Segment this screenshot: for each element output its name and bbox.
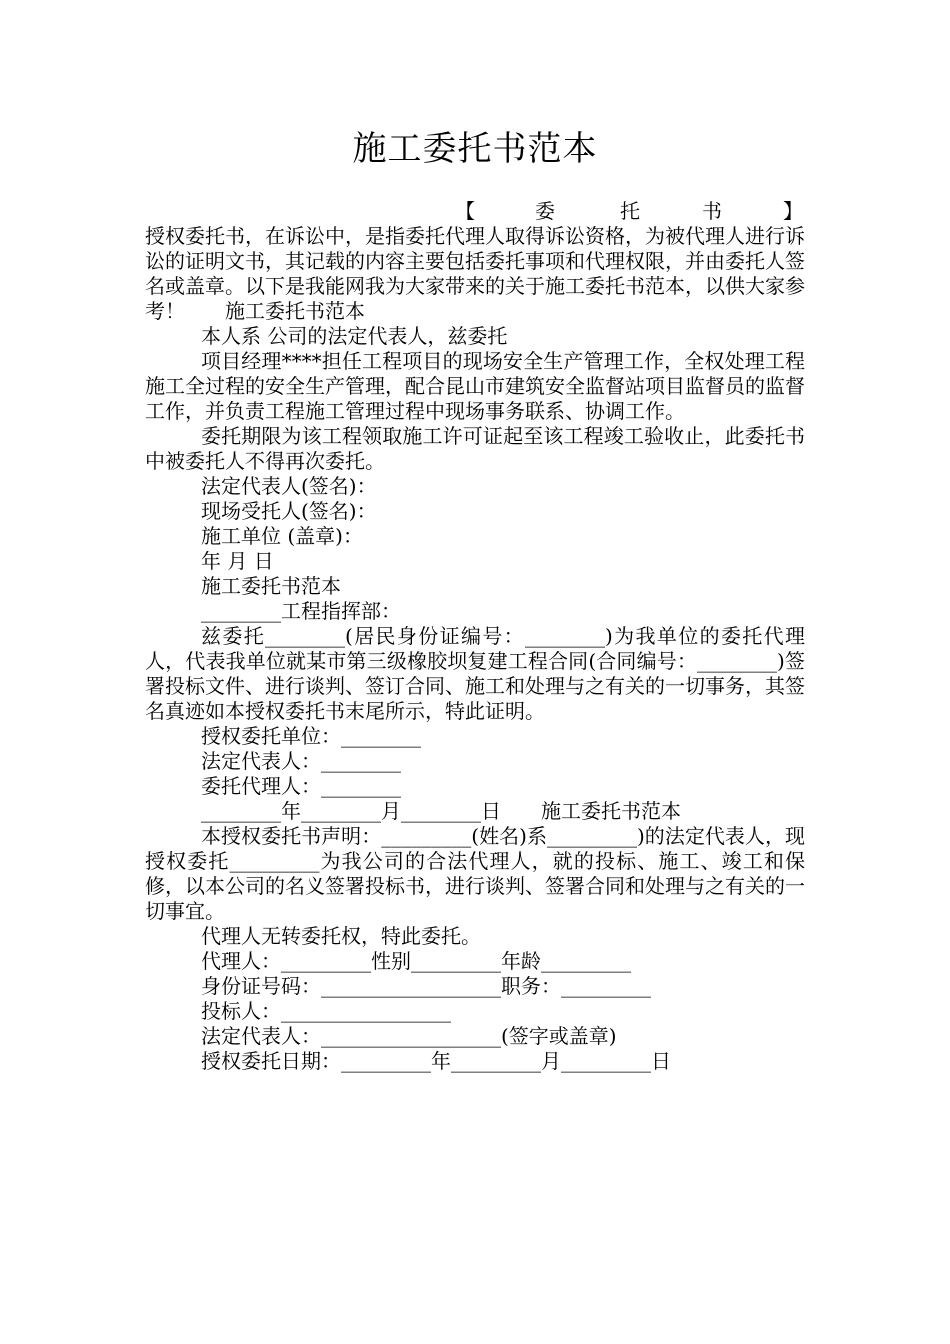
line-project-headquarters: ________工程指挥部： bbox=[201, 599, 401, 623]
heading-char-2: 托 bbox=[620, 199, 640, 223]
line-legal-representative: 法定代表人：________ bbox=[201, 749, 401, 773]
line-legal-rep-signature: 法定代表人(签名)： bbox=[201, 474, 377, 498]
line-sample-title-2: 施工委托书范本 bbox=[201, 574, 341, 598]
document-title: 施工委托书范本 bbox=[352, 129, 598, 169]
paragraph-term: 委托期限为该工程领取施工许可证起至该工程竣工验收止，此委托书中被委托人不得再次委托。 bbox=[145, 424, 805, 473]
paragraph-declaration: 本授权委托书声明：_________(姓名)系_________)的法定代表人，现授权委托_________为我公司的合法代理人，就的投标、施工、竣工和保修，以本公司的名义签署投标书，进行谈判、签署合同和处理与之有关的一切事宜。 bbox=[145, 824, 805, 923]
paragraph-legal-rep: 本人系 公司的法定代表人，兹委托 bbox=[201, 324, 508, 348]
line-site-trustee-signature: 现场受托人(签名)： bbox=[201, 499, 377, 523]
paragraph-project-manager: 项目经理****担任工程项目的现场安全生产管理工作，全权处理工程施工全过程的安全生产管理，配合昆山市建筑安全监督站项目监督员的监督工作，并负责工程施工管理过程中现场事务联系、协调工作。 bbox=[145, 349, 805, 423]
line-bidder: 投标人：_________________ bbox=[201, 999, 451, 1023]
line-construction-unit-seal: 施工单位 (盖章)： bbox=[201, 524, 363, 548]
line-authorizing-unit: 授权委托单位：________ bbox=[201, 724, 421, 748]
line-id-number: 身份证号码：__________________职务：_________ bbox=[201, 974, 651, 998]
paragraph-entrustment: 兹委托________(居民身份证编号：________)为我单位的委托代理人，代表我单位就某市第三级橡胶坝复建工程合同(合同编号：________)签署投标文件、进行谈判、签订合同、施工和处理与之有关的一切事务，其签名真迹如本授权委托书末尾所示，特此证明。 bbox=[145, 624, 805, 723]
line-legal-rep-sign-seal: 法定代表人：__________________(签字或盖章) bbox=[201, 1024, 617, 1048]
document-body bbox=[145, 224, 805, 1074]
intro-paragraph: 授权委托书，在诉讼中，是指委托代理人取得诉讼资格，为被代理人进行诉讼的证明文书，其记载的内容主要包括委托事项和代理权限，并由委托人签名或盖章。以下是我能网我为大家带来的关于施工委托书范本，以供大家参考！ 施工委托书范本 bbox=[145, 224, 805, 323]
heading-char-1: 委 bbox=[535, 199, 555, 223]
line-no-subdelegation: 代理人无转委托权，特此委托。 bbox=[201, 924, 481, 948]
heading-char-3: 书 bbox=[702, 199, 722, 223]
heading-close-bracket: 】 bbox=[783, 199, 803, 223]
line-authorization-date: 授权委托日期：_________年_________月_________日 bbox=[201, 1049, 671, 1073]
heading-open-bracket: 【 bbox=[455, 199, 475, 223]
line-date-and-sample-title-3: ________年________月________日 施工委托书范本 bbox=[201, 799, 681, 823]
line-agent: 委托代理人：________ bbox=[201, 774, 401, 798]
line-agent-info: 代理人：_________性别_________年龄_________ bbox=[201, 949, 631, 973]
line-date: 年 月 日 bbox=[201, 549, 274, 573]
